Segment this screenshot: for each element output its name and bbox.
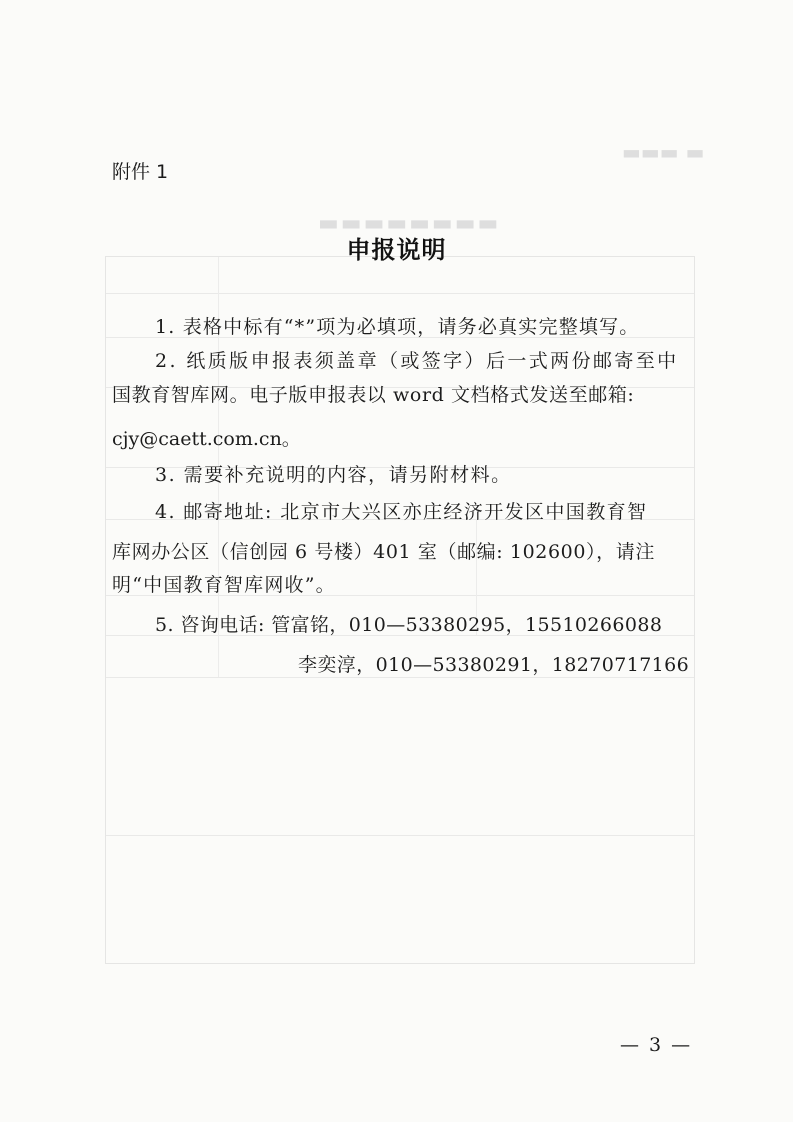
- bleed-through-mark: ▬▬▬ ▬: [622, 140, 705, 164]
- body-line: 4. 邮寄地址: 北京市大兴区亦庄经济开发区中国教育智: [155, 501, 648, 523]
- page-title: 申报说明: [346, 235, 447, 264]
- bleed-through-rule: [106, 293, 694, 294]
- body-line: 3. 需要补充说明的内容，请另附材料。: [155, 464, 512, 486]
- body-line: 2. 纸质版申报表须盖章（或签字）后一式两份邮寄至中: [155, 350, 679, 372]
- email-address: cjy@caett.com.cn。: [112, 428, 301, 450]
- attachment-label: 附件 1: [112, 161, 169, 183]
- bleed-through-rule: [106, 835, 694, 836]
- contact-line: 5. 咨询电话: 管富铭，010—53380295，15510266088: [155, 614, 663, 636]
- contact-line: 李奕淳，010—53380291，18270717166: [298, 654, 690, 676]
- body-line: 1. 表格中标有“*”项为必填项，请务必真实完整填写。: [155, 316, 640, 338]
- body-line: 库网办公区（信创园 6 号楼）401 室（邮编: 102600），请注: [112, 541, 655, 563]
- page-number: — 3 —: [620, 1034, 693, 1056]
- body-line: 明“中国教育智库网收”。: [112, 574, 336, 596]
- body-line: 国教育智库网。电子版申报表以 word 文档格式发送至邮箱:: [112, 384, 635, 406]
- bleed-through-mark: ▬▬▬▬▬▬▬▬: [318, 210, 501, 236]
- bleed-through-rule: [106, 677, 694, 678]
